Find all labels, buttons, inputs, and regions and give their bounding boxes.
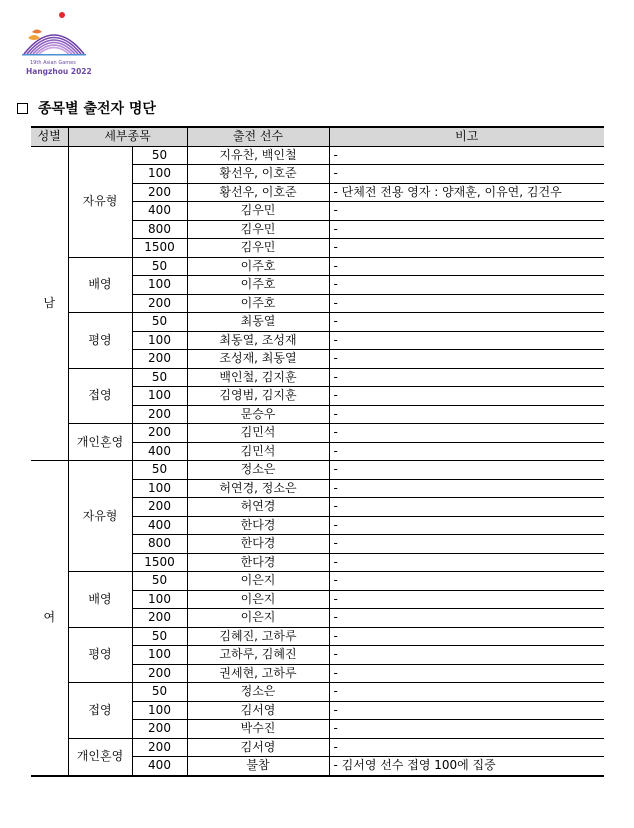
athletes-cell: 김서영 <box>187 738 329 757</box>
table-row <box>31 146 604 165</box>
athletes-cell: 황선우, 이호준 <box>187 183 329 202</box>
logo-title: Hangzhou 2022 <box>26 67 92 76</box>
distance-cell: 100 <box>132 387 187 406</box>
table-row <box>31 572 604 591</box>
note-cell: - <box>329 572 604 591</box>
athletes-cell: 황선우, 이호준 <box>187 165 329 184</box>
distance-cell: 800 <box>132 220 187 239</box>
stroke-cell: 개인혼영 <box>68 738 132 776</box>
athletes-cell: 이은지 <box>187 572 329 591</box>
athletes-cell: 김민석 <box>187 442 329 461</box>
athletes-cell: 이주호 <box>187 294 329 313</box>
athletes-cell: 한다경 <box>187 535 329 554</box>
note-cell: - <box>329 683 604 702</box>
distance-cell: 200 <box>132 183 187 202</box>
note-cell: - <box>329 461 604 480</box>
athletes-cell: 허연경, 정소은 <box>187 479 329 498</box>
stroke-cell: 평영 <box>68 313 132 369</box>
page-heading <box>17 98 156 118</box>
note-cell: - 단체전 전용 영자 : 양재훈, 이유연, 김건우 <box>329 183 604 202</box>
note-cell: - <box>329 479 604 498</box>
athletes-cell: 김민석 <box>187 424 329 443</box>
table-row <box>31 683 604 702</box>
note-cell: - <box>329 202 604 221</box>
athletes-cell: 김우민 <box>187 202 329 221</box>
entry-list-table <box>31 126 604 777</box>
athletes-cell: 김서영 <box>187 701 329 720</box>
athletes-cell: 최동열 <box>187 313 329 332</box>
header-event: 세부종목 <box>68 127 187 146</box>
athletes-cell: 문승우 <box>187 405 329 424</box>
distance-cell: 200 <box>132 720 187 739</box>
athletes-cell: 한다경 <box>187 553 329 572</box>
checkbox-square-icon <box>17 103 28 114</box>
athletes-cell: 정소은 <box>187 461 329 480</box>
distance-cell: 50 <box>132 461 187 480</box>
note-cell: - <box>329 498 604 517</box>
distance-cell: 200 <box>132 498 187 517</box>
athletes-cell: 권세현, 고하루 <box>187 664 329 683</box>
gender-cell: 남 <box>31 146 68 461</box>
distance-cell: 100 <box>132 165 187 184</box>
distance-cell: 50 <box>132 627 187 646</box>
distance-cell: 100 <box>132 590 187 609</box>
athletes-cell: 이주호 <box>187 257 329 276</box>
note-cell: - <box>329 350 604 369</box>
stroke-cell: 배영 <box>68 572 132 628</box>
note-cell: - <box>329 627 604 646</box>
distance-cell: 200 <box>132 664 187 683</box>
table-row <box>31 257 604 276</box>
note-cell: - <box>329 738 604 757</box>
stroke-cell: 접영 <box>68 683 132 739</box>
athletes-cell: 불참 <box>187 757 329 776</box>
logo-caption: 19th Asian Games <box>30 60 76 66</box>
header-athletes: 출전 선수 <box>187 127 329 146</box>
note-cell: - <box>329 368 604 387</box>
note-cell: - <box>329 405 604 424</box>
distance-cell: 200 <box>132 405 187 424</box>
note-cell: - <box>329 313 604 332</box>
athletes-cell: 이주호 <box>187 276 329 295</box>
distance-cell: 400 <box>132 442 187 461</box>
note-cell: - <box>329 294 604 313</box>
note-cell: - <box>329 276 604 295</box>
distance-cell: 200 <box>132 738 187 757</box>
athletes-cell: 조성재, 최동열 <box>187 350 329 369</box>
athletes-cell: 김우민 <box>187 220 329 239</box>
athletes-cell: 이은지 <box>187 609 329 628</box>
distance-cell: 50 <box>132 368 187 387</box>
athletes-cell: 이은지 <box>187 590 329 609</box>
stroke-cell: 개인혼영 <box>68 424 132 461</box>
distance-cell: 200 <box>132 609 187 628</box>
stroke-cell: 자유형 <box>68 461 132 572</box>
distance-cell: 1500 <box>132 553 187 572</box>
note-cell: - <box>329 535 604 554</box>
note-cell: - 김서영 선수 접영 100에 집중 <box>329 757 604 776</box>
note-cell: - <box>329 331 604 350</box>
athletes-cell: 한다경 <box>187 516 329 535</box>
distance-cell: 50 <box>132 313 187 332</box>
note-cell: - <box>329 590 604 609</box>
note-cell: - <box>329 165 604 184</box>
distance-cell: 200 <box>132 350 187 369</box>
table-row <box>31 627 604 646</box>
table-header-row <box>31 127 604 146</box>
page-title: 종목별 출전자 명단 <box>38 101 156 117</box>
stroke-cell: 배영 <box>68 257 132 313</box>
note-cell: - <box>329 720 604 739</box>
table-row <box>31 461 604 480</box>
athletes-cell: 김우민 <box>187 239 329 258</box>
distance-cell: 400 <box>132 516 187 535</box>
note-cell: - <box>329 664 604 683</box>
distance-cell: 50 <box>132 146 187 165</box>
distance-cell: 800 <box>132 535 187 554</box>
athletes-cell: 지유찬, 백인철 <box>187 146 329 165</box>
note-cell: - <box>329 257 604 276</box>
distance-cell: 100 <box>132 331 187 350</box>
table-row <box>31 738 604 757</box>
gender-cell: 여 <box>31 461 68 776</box>
table-row <box>31 368 604 387</box>
note-cell: - <box>329 239 604 258</box>
note-cell: - <box>329 424 604 443</box>
header-note: 비고 <box>329 127 604 146</box>
distance-cell: 50 <box>132 572 187 591</box>
distance-cell: 1500 <box>132 239 187 258</box>
distance-cell: 50 <box>132 257 187 276</box>
note-cell: - <box>329 442 604 461</box>
distance-cell: 200 <box>132 424 187 443</box>
athletes-cell: 박수진 <box>187 720 329 739</box>
stroke-cell: 접영 <box>68 368 132 424</box>
athletes-cell: 허연경 <box>187 498 329 517</box>
note-cell: - <box>329 387 604 406</box>
distance-cell: 400 <box>132 202 187 221</box>
note-cell: - <box>329 646 604 665</box>
note-cell: - <box>329 516 604 535</box>
note-cell: - <box>329 701 604 720</box>
distance-cell: 200 <box>132 294 187 313</box>
athletes-cell: 고하루, 김혜진 <box>187 646 329 665</box>
athletes-cell: 백인철, 김지훈 <box>187 368 329 387</box>
athletes-cell: 김영범, 김지훈 <box>187 387 329 406</box>
distance-cell: 100 <box>132 701 187 720</box>
distance-cell: 50 <box>132 683 187 702</box>
distance-cell: 100 <box>132 276 187 295</box>
asian-games-logo <box>18 10 90 80</box>
table-row <box>31 424 604 443</box>
note-cell: - <box>329 609 604 628</box>
table-row <box>31 313 604 332</box>
athletes-cell: 정소은 <box>187 683 329 702</box>
header-gender: 성별 <box>31 127 68 146</box>
table-body <box>31 146 604 776</box>
note-cell: - <box>329 553 604 572</box>
note-cell: - <box>329 220 604 239</box>
stroke-cell: 자유형 <box>68 146 132 257</box>
asian-games-emblem-icon <box>18 10 90 62</box>
athletes-cell: 최동열, 조성재 <box>187 331 329 350</box>
athletes-cell: 김혜진, 고하루 <box>187 627 329 646</box>
distance-cell: 100 <box>132 646 187 665</box>
stroke-cell: 평영 <box>68 627 132 683</box>
distance-cell: 100 <box>132 479 187 498</box>
distance-cell: 400 <box>132 757 187 776</box>
note-cell: - <box>329 146 604 165</box>
